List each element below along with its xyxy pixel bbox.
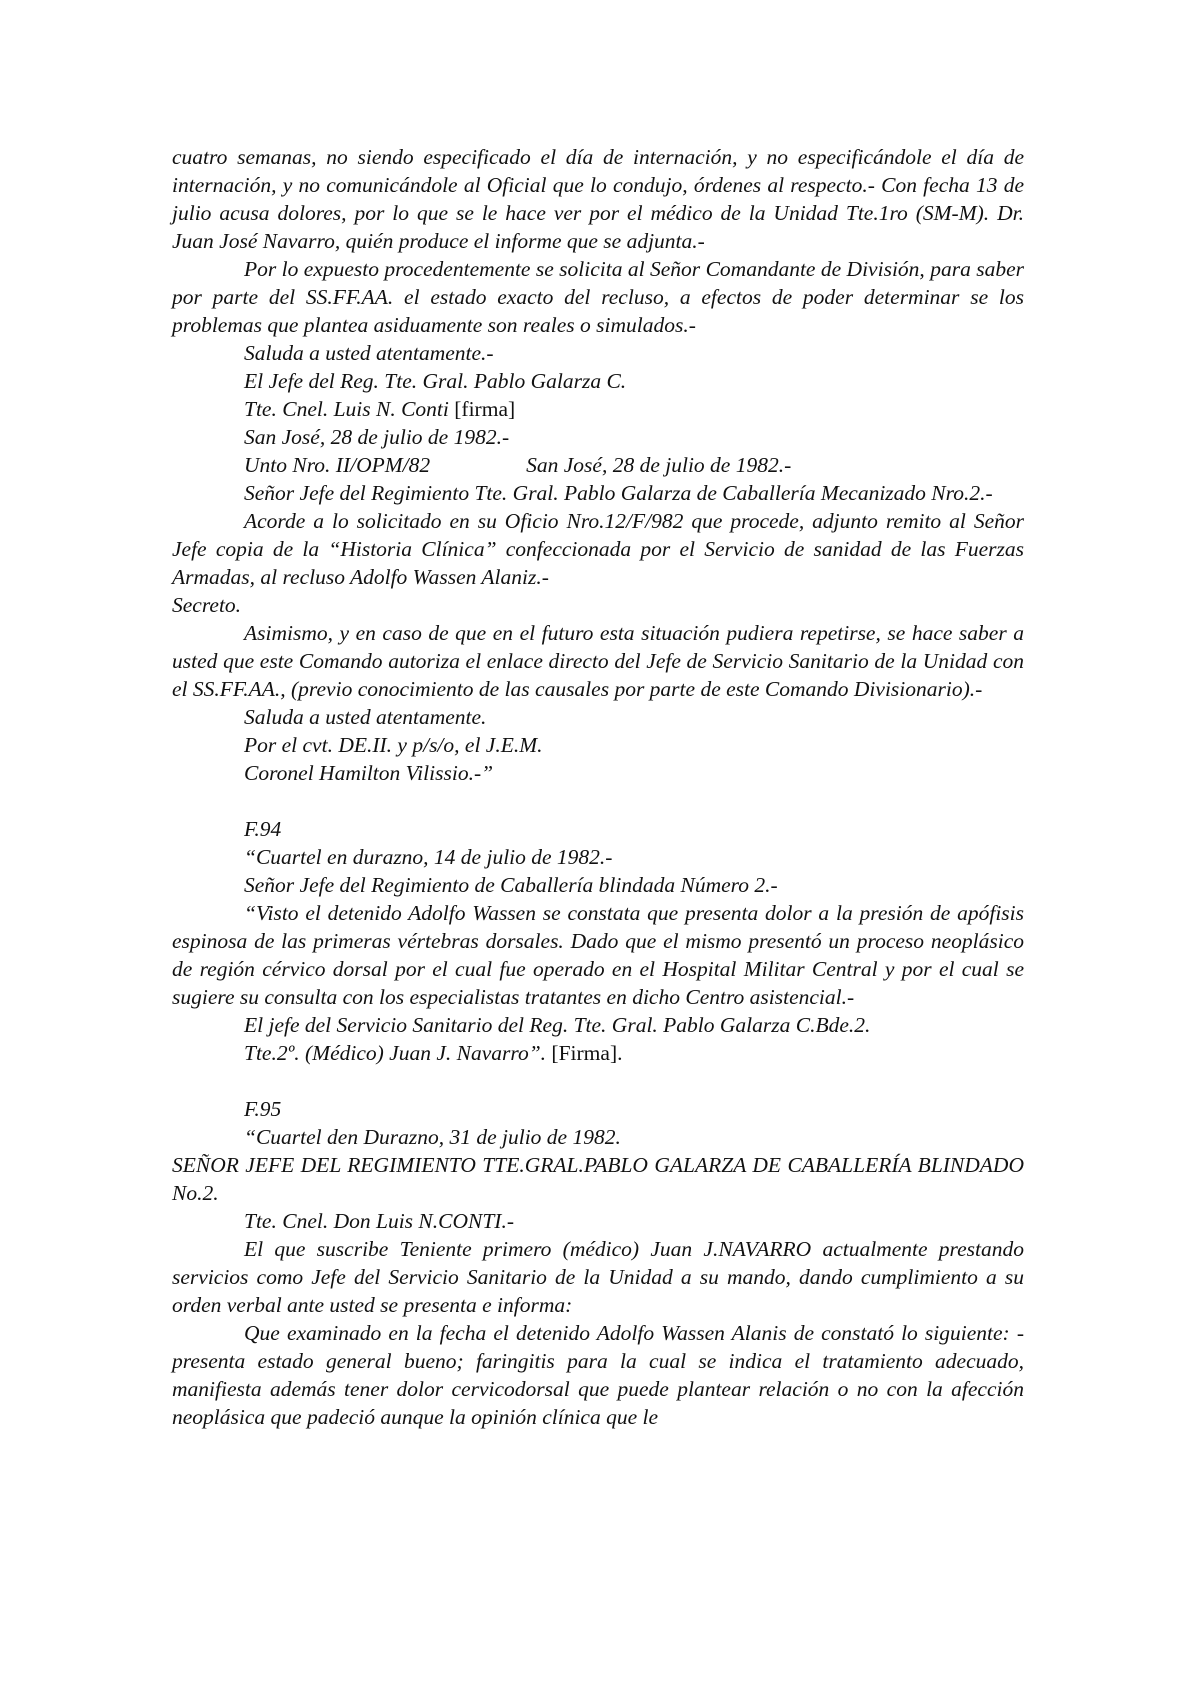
closing-salutation-2: Saluda a usted atentamente.	[244, 705, 487, 729]
letter-date: San José, 28 de julio de 1982.-	[244, 425, 510, 449]
closing-salutation: Saluda a usted atentamente.-	[244, 341, 494, 365]
addressee: Señor Jefe del Regimiento Tte. Gral. Pablo Galarza de Caballería Mecanizado Nro.2.-	[244, 481, 993, 505]
reference-line	[172, 451, 1024, 479]
f94-signatory-name: Tte.2º. (Médico) Juan J. Navarro”.	[244, 1041, 547, 1065]
f95-findings: Que examinado en la fecha el detenido Adolfo Wassen Alanis de constató lo siguiente: -presenta estado general bueno; faringitis para la cual se indica el tratamiento adecuado, manifiesta además tener dolor cervicodorsal que puede plantear relación o no con la afección neoplásica que padeció aunque la opinión clínica que le	[172, 1321, 1024, 1429]
section-gap	[172, 1067, 1024, 1095]
f94-date: “Cuartel en durazno, 14 de julio de 1982.-	[244, 845, 613, 869]
f94-addressee: Señor Jefe del Regimiento de Caballería blindada Número 2.-	[244, 873, 778, 897]
classification-label: Secreto.	[172, 593, 242, 617]
document-page	[172, 143, 1024, 1431]
coronel-signature: Coronel Hamilton Vilissio.-”	[244, 761, 494, 785]
f95-date: “Cuartel den Durazno, 31 de julio de 1982.	[244, 1125, 621, 1149]
authority-line: Por el cvt. DE.II. y p/s/o, el J.E.M.	[244, 733, 543, 757]
folio-heading-94: F.94	[244, 817, 282, 841]
f94-signatory	[172, 1039, 1024, 1067]
f95-addressee: SEÑOR JEFE DEL REGIMIENTO TTE.GRAL.PABLO GALARZA DE CABALLERÍA BLINDADO No.2.	[172, 1153, 1024, 1205]
signatory-title: El Jefe del Reg. Tte. Gral. Pablo Galarza C.	[244, 369, 627, 393]
paragraph-request: Por lo expuesto procedentemente se solicita al Señor Comandante de División, para saber por parte del SS.FF.AA. el estado exacto del recluso, a efectos de poder determinar se los problemas que plantea asiduamente son reales o simulados.-	[172, 257, 1024, 337]
signature-note: [firma]	[454, 397, 516, 421]
signatory-name	[172, 395, 1024, 423]
paragraph-asimismo: Asimismo, y en caso de que en el futuro esta situación pudiera repetirse, se hace saber a usted que este Comando autoriza el enlace directo del Jefe de Servicio Sanitario de la Unidad con el SS.FF.AA., (previo conocimiento de las causales por parte de este Comando Divisionario).-	[172, 621, 1024, 701]
f94-signatory-title: El jefe del Servicio Sanitario del Reg. Tte. Gral. Pablo Galarza C.Bde.2.	[244, 1013, 871, 1037]
f95-intro: El que suscribe Teniente primero (médico) Juan J.NAVARRO actualmente prestando servicios como Jefe del Servicio Sanitario de la Unidad a su mando, dando cumplimiento a su orden verbal ante usted se presenta e informa:	[172, 1237, 1024, 1317]
f94-signature-note: [Firma].	[551, 1041, 623, 1065]
signatory-name-text: Tte. Cnel. Luis N. Conti	[244, 397, 449, 421]
reference-date: San José, 28 de julio de 1982.-	[526, 453, 792, 477]
section-gap	[172, 787, 1024, 815]
folio-heading-95: F.95	[244, 1097, 282, 1121]
f95-recipient: Tte. Cnel. Don Luis N.CONTI.-	[244, 1209, 514, 1233]
reference-number: Unto Nro. II/OPM/82	[244, 453, 431, 477]
paragraph-acorde: Acorde a lo solicitado en su Oficio Nro.12/F/982 que procede, adjunto remito al Señor Jefe copia de la “Historia Clínica” confeccionada por el Servicio de sanidad de las Fuerzas Armadas, al recluso Adolfo Wassen Alaniz.-	[172, 509, 1024, 589]
f94-report: “Visto el detenido Adolfo Wassen se constata que presenta dolor a la presión de apófisis espinosa de las primeras vértebras dorsales. Dado que el mismo presentó un proceso neoplásico de región cérvico dorsal por el cual fue operado en el Hospital Militar Central y por el cual se sugiere su consulta con los especialistas tratantes en dicho Centro asistencial.-	[172, 901, 1024, 1009]
paragraph-continuation: cuatro semanas, no siendo especificado el día de internación, y no especificándole el día de internación, y no comunicándole al Oficial que lo condujo, órdenes al respecto.- Con fecha 13 de julio acusa dolores, por lo que se le hace ver por el médico de la Unidad Tte.1ro (SM-M). Dr. Juan José Navarro, quién produce el informe que se adjunta.-	[172, 145, 1024, 253]
